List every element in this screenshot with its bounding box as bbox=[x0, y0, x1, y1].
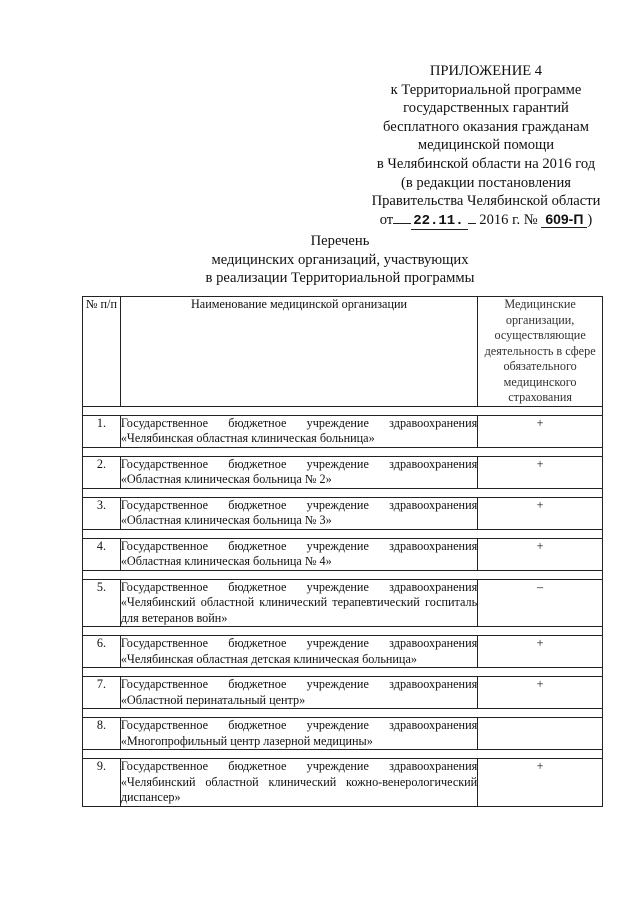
table-row bbox=[83, 497, 603, 529]
organization-name: Государственное бюджетное учреждение здравоохранения «Челябинская областная детская клиническая больница» bbox=[120, 636, 478, 666]
header-oms-participation: Медицинские организации, осуществляющие деятельность в сфере обязательного медицинского страхования bbox=[478, 297, 603, 407]
spacer-cell bbox=[478, 529, 603, 538]
oms-flag: + bbox=[478, 456, 603, 488]
table-body bbox=[83, 406, 603, 806]
appendix-header bbox=[355, 62, 617, 230]
spacer-cell bbox=[120, 750, 477, 759]
header-line: в Челябинской области на 2016 год bbox=[376, 155, 596, 172]
appendix-title: ПРИЛОЖЕНИЕ 4 bbox=[429, 63, 543, 79]
list-title bbox=[160, 232, 520, 288]
row-spacer bbox=[83, 488, 603, 497]
resolution-date-line bbox=[355, 211, 617, 230]
date-underline bbox=[393, 223, 411, 224]
row-number: 7. bbox=[83, 677, 121, 709]
spacer-cell bbox=[120, 488, 477, 497]
organization-name: Государственное бюджетное учреждение здравоохранения «Областная клиническая больница № 3» bbox=[120, 497, 478, 527]
header-line: Правительства Челябинской области bbox=[371, 193, 601, 210]
spacer-cell bbox=[120, 529, 477, 538]
spacer-cell bbox=[83, 750, 121, 759]
table-row bbox=[83, 415, 603, 447]
date-prefix: от bbox=[379, 211, 394, 228]
spacer-cell bbox=[478, 570, 603, 579]
row-number: 1. bbox=[83, 415, 121, 447]
spacer-cell bbox=[120, 627, 477, 636]
oms-flag: – bbox=[478, 579, 603, 627]
header-organization-name: Наименование медицинской организации bbox=[120, 297, 477, 407]
spacer-cell bbox=[120, 709, 477, 718]
oms-flag: + bbox=[478, 677, 603, 709]
spacer-cell bbox=[120, 668, 477, 677]
organizations-table bbox=[82, 296, 603, 807]
organization-name: Государственное бюджетное учреждение здравоохранения «Многопрофильный центр лазерной медицины» bbox=[120, 718, 478, 748]
spacer-cell bbox=[478, 709, 603, 718]
row-number: 4. bbox=[83, 538, 121, 570]
row-number: 2. bbox=[83, 456, 121, 488]
oms-flag: + bbox=[478, 538, 603, 570]
spacer-cell bbox=[478, 406, 603, 415]
oms-flag: + bbox=[478, 636, 603, 668]
header-number: № п/п bbox=[83, 297, 121, 407]
spacer-cell bbox=[83, 488, 121, 497]
list-title-line: Перечень bbox=[310, 233, 370, 249]
table-header-row bbox=[83, 297, 603, 407]
header-line: бесплатного оказания гражданам bbox=[383, 118, 589, 135]
spacer-cell bbox=[83, 406, 121, 415]
spacer-cell bbox=[83, 627, 121, 636]
organization-name: Государственное бюджетное учреждение здравоохранения «Областная клиническая больница № 2» bbox=[120, 456, 478, 486]
header-line: медицинской помощи bbox=[417, 137, 555, 154]
spacer-cell bbox=[478, 668, 603, 677]
row-number: 9. bbox=[83, 759, 121, 807]
table-row bbox=[83, 538, 603, 570]
row-number: 8. bbox=[83, 718, 121, 750]
list-title-line: в реализации Территориальной программы bbox=[205, 270, 475, 286]
close-paren: ) bbox=[587, 211, 593, 228]
oms-flag bbox=[478, 718, 603, 750]
row-spacer bbox=[83, 668, 603, 677]
row-number: 3. bbox=[83, 497, 121, 529]
table-row bbox=[83, 718, 603, 750]
row-spacer bbox=[83, 709, 603, 718]
row-spacer bbox=[83, 406, 603, 415]
header-line: государственных гарантий bbox=[403, 100, 569, 117]
oms-flag: + bbox=[478, 415, 603, 447]
spacer-cell bbox=[478, 627, 603, 636]
spacer-cell bbox=[478, 447, 603, 456]
table-row bbox=[83, 759, 603, 807]
header-line: (в редакции постановления bbox=[401, 174, 571, 191]
row-spacer bbox=[83, 447, 603, 456]
date-underline bbox=[468, 223, 476, 224]
organization-name: Государственное бюджетное учреждение здравоохранения «Областная клиническая больница № 4» bbox=[120, 538, 478, 568]
row-spacer bbox=[83, 627, 603, 636]
row-number: 6. bbox=[83, 636, 121, 668]
organization-name: Государственное бюджетное учреждение здравоохранения «Челябинский областной клинический терапевтический госпиталь для ветеранов войн» bbox=[120, 579, 478, 625]
table-row bbox=[83, 677, 603, 709]
row-spacer bbox=[83, 529, 603, 538]
row-number: 5. bbox=[83, 579, 121, 627]
spacer-cell bbox=[83, 668, 121, 677]
spacer-cell bbox=[478, 750, 603, 759]
table-row bbox=[83, 636, 603, 668]
oms-flag: + bbox=[478, 759, 603, 807]
date-year: 2016 г. № bbox=[479, 211, 538, 228]
table-row bbox=[83, 456, 603, 488]
spacer-cell bbox=[83, 570, 121, 579]
organization-name: Государственное бюджетное учреждение здравоохранения «Челябинская областная клиническая больница» bbox=[120, 415, 478, 445]
spacer-cell bbox=[83, 447, 121, 456]
row-spacer bbox=[83, 750, 603, 759]
spacer-cell bbox=[83, 529, 121, 538]
organization-name: Государственное бюджетное учреждение здравоохранения «Челябинский областной клинический кожно-венерологический диспансер» bbox=[120, 759, 478, 804]
row-spacer bbox=[83, 570, 603, 579]
spacer-cell bbox=[120, 406, 477, 415]
spacer-cell bbox=[83, 709, 121, 718]
spacer-cell bbox=[120, 447, 477, 456]
table-row bbox=[83, 579, 603, 627]
oms-flag: + bbox=[478, 497, 603, 529]
list-title-line: медицинских организаций, участвующих bbox=[211, 251, 469, 268]
header-line: к Территориальной программе bbox=[390, 81, 582, 98]
resolution-number: 609-П bbox=[541, 212, 587, 228]
handwritten-date: 22.11. bbox=[411, 214, 467, 230]
spacer-cell bbox=[120, 570, 477, 579]
spacer-cell bbox=[478, 488, 603, 497]
organization-name: Государственное бюджетное учреждение здравоохранения «Областной перинатальный центр» bbox=[120, 677, 478, 707]
